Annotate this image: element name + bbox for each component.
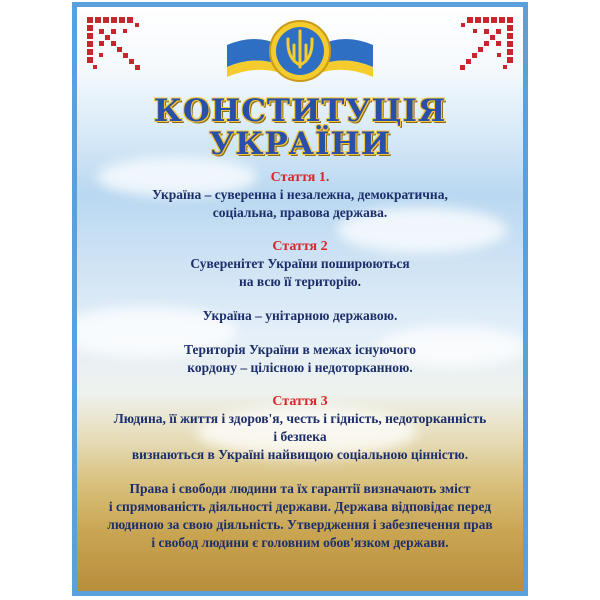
article-2-heading: Стаття 2 (272, 239, 328, 254)
embroidery-ornament-icon (85, 15, 155, 85)
poster-background (77, 7, 523, 591)
article-3-text-line: і безпека (273, 429, 327, 444)
article-2-text-line: на всю її територію. (239, 274, 361, 289)
article-2-text-line: Суверенітет України поширюються (190, 256, 410, 271)
embroidery-ornament-icon (445, 15, 515, 85)
trident-coat-of-arms-icon (225, 15, 375, 85)
article-2-text-line: Україна – унітарною державою. (202, 308, 398, 323)
article-3-text-line: Права і свободи людини та їх гарантії визначають зміст (129, 481, 471, 496)
constitution-articles (77, 169, 523, 552)
article-2-text-line: Територія України в межах існуючого (184, 342, 416, 357)
article-2-text-line: кордону – цілісною і недоторканною. (187, 360, 413, 375)
article-3-text-line: Людина, її життя і здоров'я, честь і гідність, недоторканність (113, 411, 487, 426)
article-3-heading: Стаття 3 (272, 394, 328, 409)
title-line-2: УКРАЇНИ (209, 126, 391, 162)
constitution-poster (72, 2, 528, 596)
article-3-text-line: і свобод людини є головним обов'язком держави. (151, 535, 449, 550)
poster-title (77, 95, 523, 161)
article-3-text-line: і спрямованість діяльності держави. Держава відповідає перед (108, 499, 492, 514)
article-1-text-line: Україна – суверенна і незалежна, демократична, (152, 187, 448, 202)
article-1-heading: Стаття 1. (270, 170, 330, 185)
title-line-1: КОНСТИТУЦІЯ (153, 93, 447, 129)
article-3-text-line: людиною за свою діяльність. Утвердження і забезпечення прав (107, 517, 493, 532)
article-3-text-line: визнаються в Україні найвищою соціальною цінністю. (131, 447, 469, 462)
article-1-text-line: соціальна, правова держава. (212, 205, 388, 220)
